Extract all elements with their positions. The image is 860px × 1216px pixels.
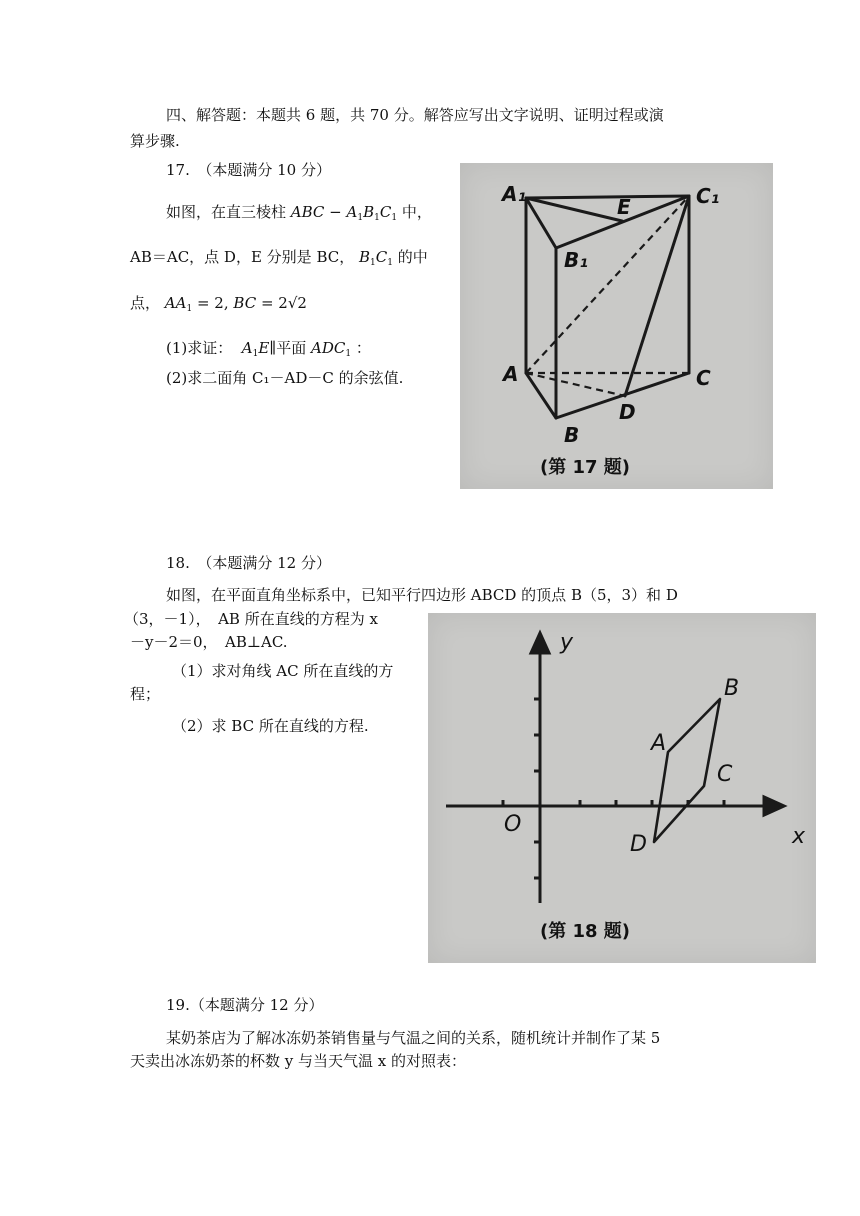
figure-17-caption: (第 17 题) (540, 457, 631, 478)
coordinate-diagram (428, 613, 816, 963)
section-heading-cont: 算步骤. (130, 132, 180, 150)
label-B: B (564, 423, 580, 447)
q17-intro: 如图，在直三棱柱 ABC − $A_1B_1C_1$ 中， (166, 203, 432, 223)
axis-label-y: y (560, 630, 574, 655)
label-A1: A₁ (502, 182, 527, 206)
label-B1: B₁ (564, 248, 589, 272)
label-A: A (503, 362, 519, 386)
q18-part1: （1）求对角线 AC 所在直线的方 (172, 662, 394, 680)
origin-label: O (504, 812, 522, 837)
q18-intro-3: －y－2＝0， AB⊥AC. (130, 633, 288, 651)
q18-part1-cont: 程； (130, 685, 161, 703)
q18-intro-2: （3，－1）， AB 所在直线的方程为 x (124, 610, 378, 628)
axis-label-x: x (792, 824, 806, 849)
q18-header: 18. （本题满分 12 分） (166, 554, 331, 572)
q17-condition-2: 点， $AA_1 = 2$, BC = 2√2 (130, 294, 307, 314)
figure-17 (460, 163, 773, 489)
label-E: E (617, 195, 631, 219)
q18-intro: 如图，在平面直角坐标系中，已知平行四边形 ABCD 的顶点 B（5，3）和 D (166, 586, 678, 604)
q17-condition: AB＝AC，点 D，E 分别是 BC， $B_1C_1$ 的中 (130, 248, 428, 268)
point-A-label: A (651, 731, 667, 756)
label-D: D (619, 400, 636, 424)
label-C: C (696, 366, 711, 390)
label-C1: C₁ (696, 184, 720, 208)
q18-part2: （2）求 BC 所在直线的方程. (172, 717, 369, 735)
point-B-label: B (724, 676, 740, 701)
q17-part2: (2)求二面角 C₁－AD－C 的余弦值. (166, 369, 404, 387)
figure-18 (428, 613, 816, 963)
point-C-label: C (717, 762, 733, 787)
point-D-label: D (630, 832, 647, 857)
q17-part1: (1)求证： $A_1E\parallel$平面 $ADC_1$ ： (166, 339, 371, 359)
q19-header: 19.（本题满分 12 分） (166, 996, 324, 1014)
q19-intro: 某奶茶店为了解冰冻奶茶销售量与气温之间的关系，随机统计并制作了某 5 (166, 1029, 661, 1047)
section-heading: 四、解答题：本题共 6 题，共 70 分。解答应写出文字说明、证明过程或演 (166, 106, 664, 124)
figure-18-caption: (第 18 题) (540, 921, 631, 942)
q17-header: 17. （本题满分 10 分） (166, 161, 331, 179)
q19-intro-2: 天卖出冰冻奶茶的杯数 y 与当天气温 x 的对照表： (130, 1052, 467, 1070)
prism-diagram (460, 163, 773, 489)
